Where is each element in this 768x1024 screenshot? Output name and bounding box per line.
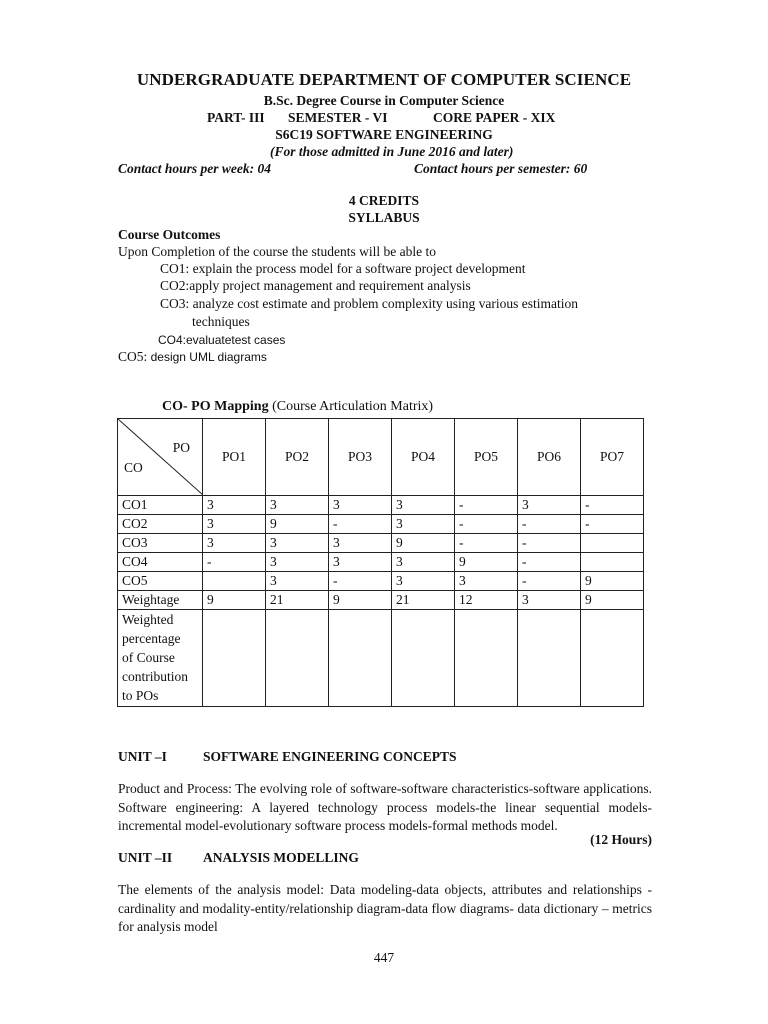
table-cell-empty	[392, 610, 455, 707]
table-row-weightage	[118, 591, 644, 610]
table-cell: 3	[203, 534, 266, 553]
outcome-co4: CO4:evaluatetest cases	[158, 333, 286, 347]
table-row	[118, 572, 644, 591]
table-cell: 3	[266, 534, 329, 553]
table-cell: 3	[392, 515, 455, 534]
unit1-label: UNIT –I	[118, 749, 167, 764]
table-cell-empty	[518, 610, 581, 707]
mapping-title-bold: CO- PO Mapping	[162, 399, 269, 414]
table-cell: 3	[266, 496, 329, 515]
table-cell: -	[518, 553, 581, 572]
column-header: PO1	[203, 419, 266, 496]
table-cell: 3	[266, 553, 329, 572]
mapping-title-rest: (Course Articulation Matrix)	[268, 399, 434, 414]
table-row-weighted-percentage	[118, 610, 644, 707]
outcome-co2: CO2:apply project management and requirement analysis	[160, 278, 471, 293]
table-cell: 3	[329, 553, 392, 572]
column-header: PO7	[581, 419, 644, 496]
table-cell: 3	[392, 496, 455, 515]
table-cell: 21	[266, 591, 329, 610]
core-paper-label: CORE PAPER - XIX	[433, 110, 556, 125]
course-outcomes-heading: Course Outcomes	[118, 227, 221, 242]
admitted-note: (For those admitted in June 2016 and later)	[270, 144, 514, 159]
table-cell: 3	[455, 572, 518, 591]
table-cell: -	[455, 496, 518, 515]
course-outcomes-intro: Upon Completion of the course the students will be able to	[118, 244, 436, 259]
outcome-co3-line2: techniques	[192, 314, 250, 329]
unit2-text: The elements of the analysis model: Data modeling-data objects, attributes and relationships - cardinality and modality-entity/relationship diagram-data flow diagrams- data dictionary – metrics for analysis model	[118, 882, 652, 934]
syllabus-label: SYLLABUS	[348, 210, 420, 225]
table-cell-empty	[455, 610, 518, 707]
corner-co-label: CO	[124, 460, 143, 475]
table-cell	[581, 553, 644, 572]
outcome-co5-text: design UML diagrams	[147, 350, 267, 364]
mapping-title	[162, 399, 433, 415]
co-po-matrix	[117, 418, 644, 707]
outcome-co5-prefix: CO5:	[118, 349, 148, 364]
column-header: PO4	[392, 419, 455, 496]
table-row	[118, 496, 644, 515]
part-label: PART- III	[207, 110, 265, 125]
row-label: Weightage	[118, 591, 203, 610]
table-cell: 9	[329, 591, 392, 610]
table-cell: 3	[329, 534, 392, 553]
hours-per-semester: Contact hours per semester: 60	[414, 161, 588, 176]
table-cell	[203, 572, 266, 591]
diagonal-line	[118, 419, 203, 495]
table-cell: 12	[455, 591, 518, 610]
outcome-co1: CO1: explain the process model for a software project development	[160, 261, 526, 276]
unit1-text: Product and Process: The evolving role of software-software characteristics-software applications. Software engineering: A layered technology process models-the linear sequential models-incremental model-evolutionary software process models-formal methods model.	[118, 781, 652, 833]
weighted-label-line: contribution	[122, 669, 188, 684]
page-number: 447	[373, 950, 395, 965]
table-cell: -	[518, 572, 581, 591]
table-cell: 3	[203, 496, 266, 515]
table-cell-empty	[203, 610, 266, 707]
table-cell: -	[518, 515, 581, 534]
table-cell: 9	[455, 553, 518, 572]
matrix-corner-cell	[118, 419, 203, 496]
table-cell: -	[455, 515, 518, 534]
table-cell: -	[329, 515, 392, 534]
hours-per-week: Contact hours per week: 04	[118, 161, 272, 176]
table-cell-empty	[266, 610, 329, 707]
unit1-hours: (12 Hours)	[590, 832, 652, 847]
corner-po-label: PO	[172, 440, 190, 455]
table-cell: -	[203, 553, 266, 572]
table-cell: 3	[329, 496, 392, 515]
row-label: CO1	[118, 496, 203, 515]
table-cell: 3	[392, 572, 455, 591]
table-row	[118, 515, 644, 534]
table-cell: 9	[581, 572, 644, 591]
outcome-co3-line1: CO3: analyze cost estimate and problem complexity using various estimation	[160, 296, 579, 311]
table-cell: 9	[266, 515, 329, 534]
weighted-label-line: of Course	[122, 650, 175, 665]
table-row	[118, 553, 644, 572]
row-label-weighted	[118, 610, 203, 707]
degree-subtitle: B.Sc. Degree Course in Computer Science	[263, 93, 505, 108]
table-cell: 9	[581, 591, 644, 610]
table-cell	[581, 534, 644, 553]
table-cell: 3	[203, 515, 266, 534]
department-title: UNDERGRADUATE DEPARTMENT OF COMPUTER SCIENCE	[136, 70, 632, 89]
column-header: PO5	[455, 419, 518, 496]
table-cell: -	[329, 572, 392, 591]
weighted-label-line: percentage	[122, 631, 181, 646]
column-header: PO3	[329, 419, 392, 496]
table-cell: 9	[203, 591, 266, 610]
table-cell: -	[455, 534, 518, 553]
table-row	[118, 534, 644, 553]
table-cell: -	[581, 515, 644, 534]
table-cell: 3	[518, 591, 581, 610]
credits-label: 4 CREDITS	[348, 193, 420, 208]
table-cell: -	[518, 534, 581, 553]
table-cell: 21	[392, 591, 455, 610]
outcome-co5	[118, 349, 267, 365]
column-header: PO2	[266, 419, 329, 496]
unit2-label: UNIT –II	[118, 850, 173, 865]
matrix-header-row	[118, 419, 644, 496]
column-header: PO6	[518, 419, 581, 496]
table-cell: 3	[518, 496, 581, 515]
weighted-label-line: to POs	[122, 688, 159, 703]
table-cell-empty	[329, 610, 392, 707]
row-label: CO4	[118, 553, 203, 572]
unit2-title: ANALYSIS MODELLING	[203, 850, 359, 865]
table-cell: -	[581, 496, 644, 515]
table-cell: 3	[266, 572, 329, 591]
row-label: CO5	[118, 572, 203, 591]
course-code: S6C19 SOFTWARE ENGINEERING	[275, 127, 493, 142]
unit1-title: SOFTWARE ENGINEERING CONCEPTS	[203, 749, 457, 764]
row-label: CO2	[118, 515, 203, 534]
weighted-label-line: Weighted	[122, 612, 174, 627]
semester-label: SEMESTER - VI	[288, 110, 388, 125]
table-cell-empty	[581, 610, 644, 707]
table-cell: 3	[392, 553, 455, 572]
table-cell: 9	[392, 534, 455, 553]
row-label: CO3	[118, 534, 203, 553]
